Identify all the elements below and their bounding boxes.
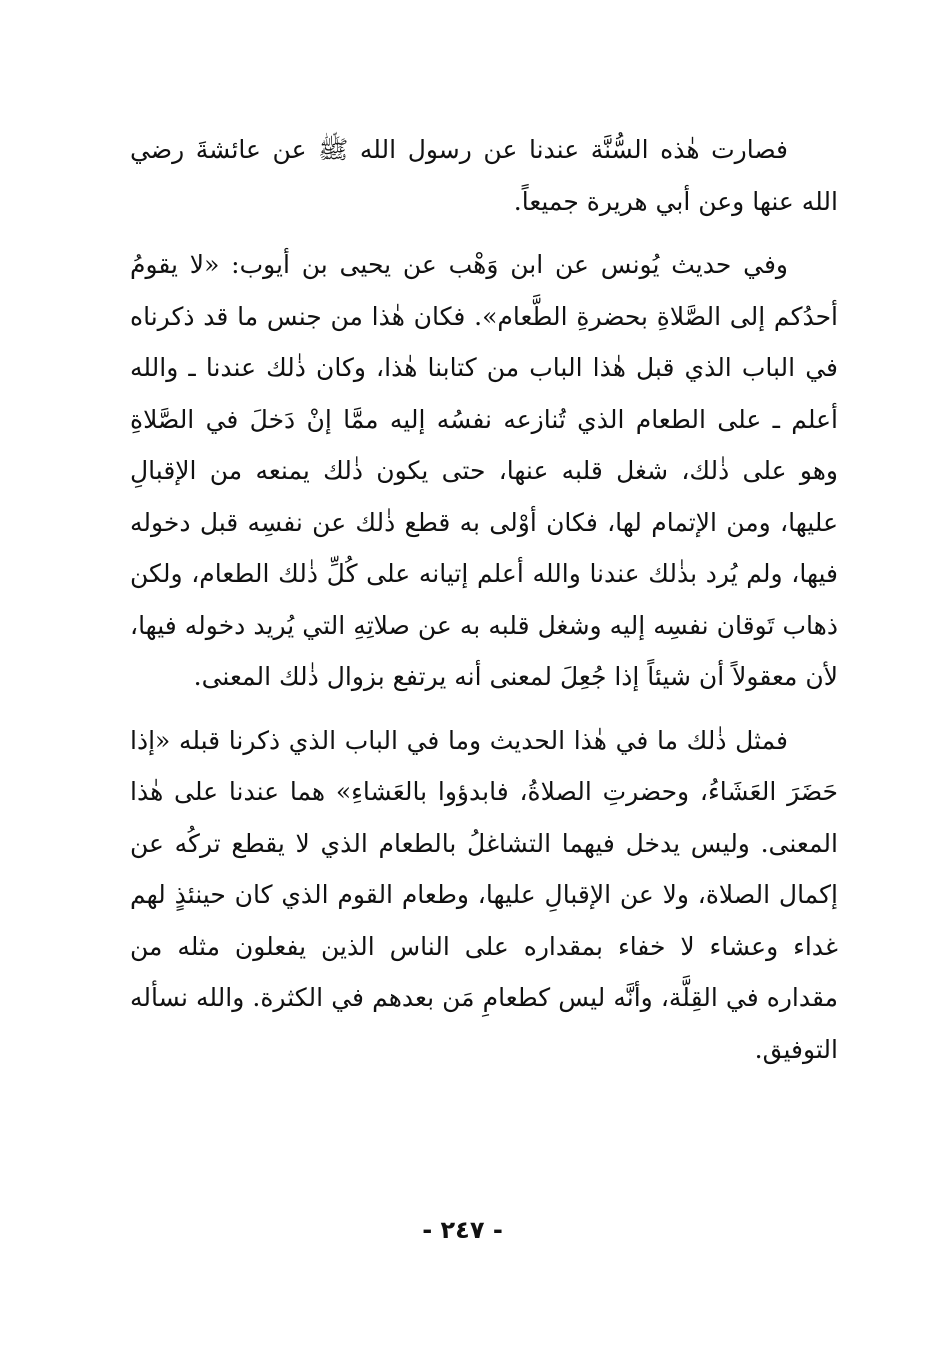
page-number: - ٢٤٧ - xyxy=(422,1216,503,1244)
paragraph-1: فصارت هٰذه السُّنَّة عندنا عن رسول الله ﷺ عن عائشةَ رضي الله عنها وعن أبي هريرة جميعاً. xyxy=(130,135,838,216)
paragraph-2: وفي حديث يُونس عن ابن وَهْب عن يحيى بن أيوب: «لا يقومُ أحدُكم إلى الصَّلاةِ بحضرةِ الطَّعام». فكان هٰذا من جنس ما قد ذكرناه في الباب الذي قبل هٰذا الباب من كتابنا هٰذا، وكان ذٰلك عندنا ـ والله أعلم ـ على الطعام الذي تُنازعه نفسُه إليه ممَّا إنْ دَخلَ في الصَّلاةِ وهو على ذٰلك، شغل قلبه عنها، حتى يكون ذٰلك يمنعه من الإقبالِ عليها، ومن الإتمام لها، فكان أوْلى به قطع ذٰلك عن نفسِه قبل دخوله فيها، ولم يُرد بذٰلك عندنا والله أعلم إتيانه على كُلِّ ذٰلك الطعام، ولكن ذهاب تَوقان نفسِه إليه وشغل قلبه به عن صلاتِهِ التي يُريد دخوله فيها، لأن معقولاً أن شيئاً إذا جُعِلَ لمعنى أنه يرتفع بزوال ذٰلك المعنى. xyxy=(130,250,838,691)
body-text xyxy=(130,124,838,1087)
paragraph-3: فمثل ذٰلك ما في هٰذا الحديث وما في الباب الذي ذكرنا قبله «إذا حَضَرَ العَشَاءُ، وحضرتِ الصلاةُ، فابدؤوا بالعَشاءِ» هما عندنا على هٰذا المعنى. وليس يدخل فيهما التشاغلُ بالطعام الذي لا يقطع تركُه عن إكمال الصلاة، ولا عن الإقبالِ عليها، وطعام القوم الذي كان حينئذٍ لهم غداء وعشاء لا خفاء بمقداره على الناس الذين يفعلون مثله من مقداره في القِلَّة، وأنَّه ليس كطعامِ مَن بعدهم في الكثرة. والله نسأله التوفيق. xyxy=(130,725,838,1064)
